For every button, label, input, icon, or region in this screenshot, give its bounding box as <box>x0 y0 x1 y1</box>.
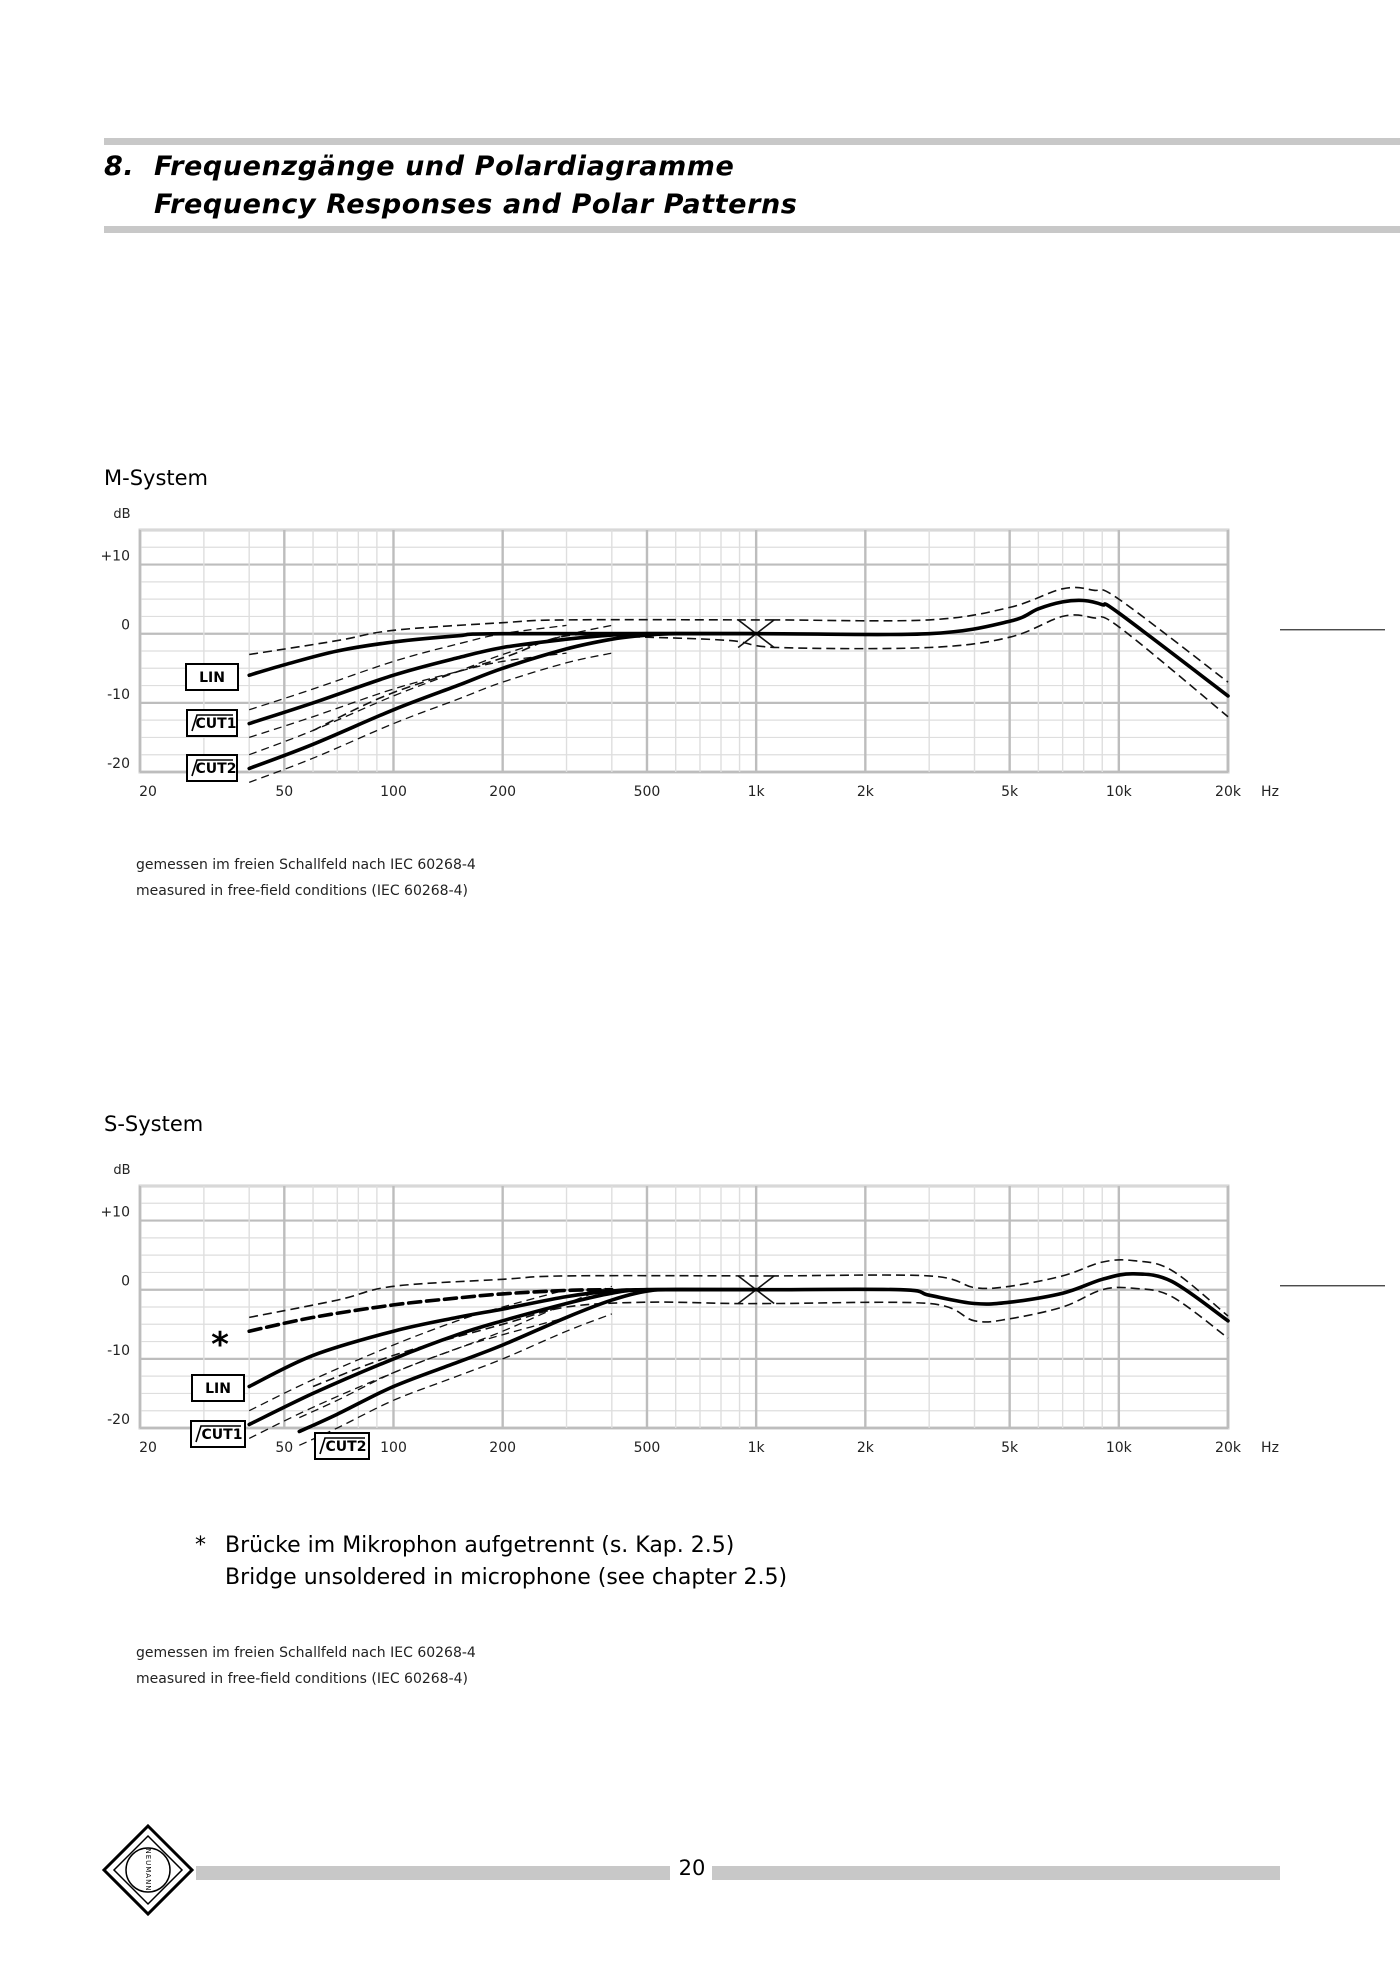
top-rule <box>104 138 1400 145</box>
s-system-chart <box>0 1156 1400 1476</box>
x-tick-label: 100 <box>380 784 407 800</box>
x-tick-label: 10k <box>1105 1440 1132 1456</box>
series-label-cut2 <box>315 1433 369 1459</box>
x-tick-label: 20 <box>139 1440 157 1456</box>
page-title <box>104 148 797 224</box>
y-tick-label: +10 <box>100 548 130 565</box>
footnote-star: * <box>195 1533 206 1558</box>
section-number: 8. <box>104 151 135 182</box>
y-tick-label: -20 <box>107 1412 130 1428</box>
x-tick-label: 1k <box>747 784 765 800</box>
m-note-en: measured in free-field conditions (IEC 60268-4) <box>136 883 469 899</box>
series-label-text: CUT1 <box>201 1427 243 1443</box>
series-label-text: CUT2 <box>195 761 237 777</box>
page-number: 20 <box>678 1856 706 1880</box>
x-tick-label: 50 <box>275 1440 294 1456</box>
x-tick-label: 2k <box>856 1440 874 1456</box>
y-tick-label: 0 <box>121 617 130 634</box>
s-system-footnote <box>195 1530 787 1594</box>
series-label-text: LIN <box>199 670 225 686</box>
y-tick-label: 0 <box>121 1273 130 1290</box>
x-tick-label: 200 <box>489 784 517 800</box>
x-tick-label: 20k <box>1215 1440 1241 1456</box>
y-tick-label: -10 <box>107 1342 130 1359</box>
series-label-lin <box>186 664 238 690</box>
x-tick-label: 5k <box>1001 784 1019 800</box>
series-label-star <box>211 1325 229 1365</box>
series-label-text: * <box>211 1325 229 1365</box>
series-label-lin <box>192 1375 244 1401</box>
x-tick-label: 200 <box>489 1440 517 1456</box>
footnote-en: Bridge unsoldered in microphone (see chapter 2.5) <box>225 1565 788 1590</box>
y-tick-label: -10 <box>107 686 130 703</box>
x-tick-label: 2k <box>856 784 874 800</box>
series-label-text: CUT1 <box>195 716 237 732</box>
x-tick-label: 50 <box>275 784 294 800</box>
footer-bar-left <box>196 1866 670 1880</box>
s-system-measurement-note <box>136 1640 476 1692</box>
m-system-title: M-System <box>104 466 209 490</box>
x-tick-label: 20 <box>139 784 157 800</box>
m-system-measurement-note <box>136 852 476 904</box>
x-tick-label: 500 <box>633 784 661 800</box>
x-tick-label: 10k <box>1105 784 1132 800</box>
y-tick-label: -20 <box>107 756 130 772</box>
y-tick-label: +10 <box>100 1204 130 1221</box>
title-de: Frequenzgänge und Polardiagramme <box>154 151 735 182</box>
footer-bar-right <box>712 1866 1280 1880</box>
x-axis-unit: Hz <box>1261 784 1279 800</box>
logo-wordmark: NEUMANN <box>144 1848 152 1892</box>
heading-bottom-rule <box>104 226 1400 233</box>
x-axis-unit: Hz <box>1261 1440 1279 1456</box>
s-system-title: S-System <box>104 1112 204 1136</box>
x-tick-label: 100 <box>380 1440 407 1456</box>
m-system-chart <box>0 500 1400 810</box>
title-en: Frequency Responses and Polar Patterns <box>154 189 798 220</box>
series-label-text: CUT2 <box>325 1439 367 1455</box>
x-tick-label: 500 <box>633 1440 661 1456</box>
x-tick-label: 5k <box>1001 1440 1019 1456</box>
series-label-text: LIN <box>205 1381 231 1397</box>
x-tick-label: 20k <box>1215 784 1241 800</box>
series-label-cut2 <box>187 755 237 781</box>
series-label-cut1 <box>191 1421 245 1447</box>
x-tick-label: 1k <box>747 1440 765 1456</box>
m-note-de: gemessen im freien Schallfeld nach IEC 60268-4 <box>136 857 476 873</box>
s-note-en: measured in free-field conditions (IEC 60268-4) <box>136 1671 469 1687</box>
s-note-de: gemessen im freien Schallfeld nach IEC 60268-4 <box>136 1645 476 1661</box>
y-axis-title: dB <box>113 507 131 522</box>
footnote-de: Brücke im Mikrophon aufgetrennt (s. Kap. 2.5) <box>225 1533 735 1558</box>
series-label-cut1 <box>187 710 237 736</box>
neumann-logo-icon <box>100 1822 196 1918</box>
y-axis-title: dB <box>113 1163 131 1178</box>
